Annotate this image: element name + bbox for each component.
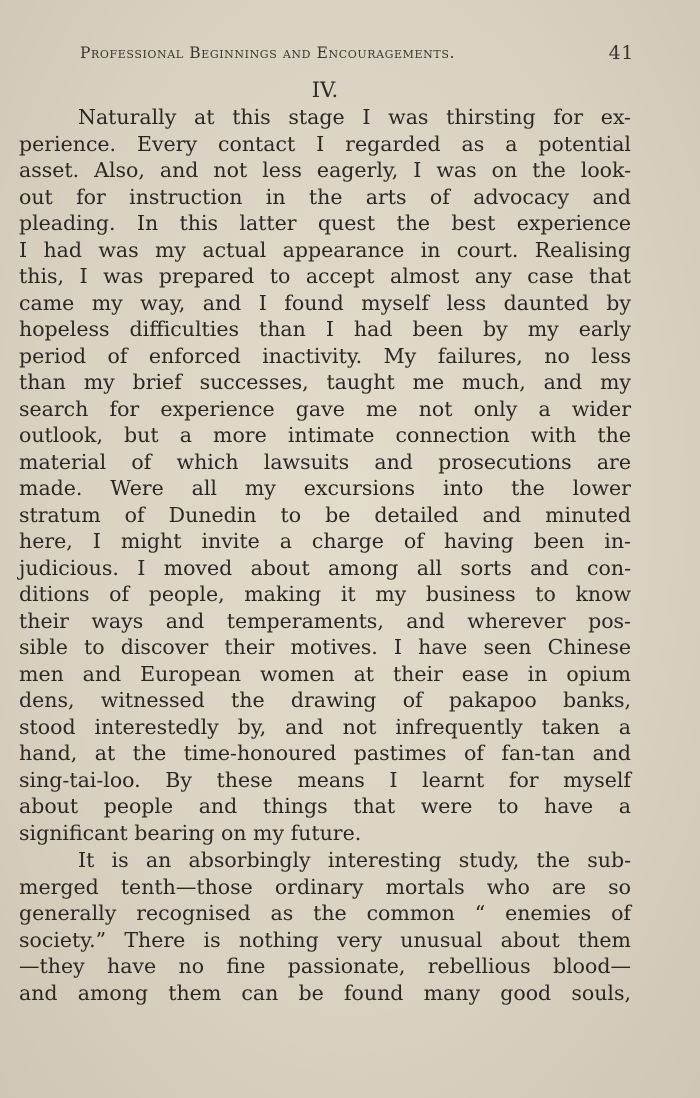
section-heading: IV. — [311, 78, 339, 102]
text-line: asset. Also, and not less eagerly, I was on the look- — [19, 158, 631, 182]
body-text — [19, 104, 631, 1006]
text-line: this, I was prepared to accept almost any case that — [19, 264, 631, 288]
text-line: —they have no fine passionate, rebellious blood— — [19, 954, 631, 978]
text-line: men and European women at their ease in opium — [19, 661, 631, 686]
text-line: society.” There is nothing very unusual about them — [19, 927, 631, 952]
text-line: significant bearing on my future. — [19, 820, 362, 845]
text-line: stood interestedly by, and not infrequently taken a — [19, 714, 631, 739]
text-line: out for instruction in the arts of advocacy and — [19, 184, 631, 209]
running-head-title: Professional Beginnings and Encouragements. — [80, 44, 455, 62]
text-line: perience. Every contact I regarded as a potential — [19, 131, 631, 156]
text-line: than my brief successes, taught me much, and my — [19, 370, 631, 394]
page-number: 41 — [608, 42, 634, 64]
text-line: outlook, but a more intimate connection with the — [19, 423, 631, 447]
text-line: and among them can be found many good souls, — [19, 980, 631, 1005]
text-line: hopeless difficulties than I had been by my early — [19, 317, 631, 341]
text-line: hand, at the time-honoured pastimes of fan-tan and — [19, 741, 631, 765]
text-line: about people and things that were to have a — [19, 794, 631, 818]
text-line: period of enforced inactivity. My failures, no less — [19, 343, 631, 368]
text-line: ditions of people, making it my business to know — [19, 582, 631, 606]
text-line: material of which lawsuits and prosecutions are — [19, 449, 631, 474]
text-line: judicious. I moved about among all sorts and con- — [19, 555, 631, 580]
text-line: their ways and temperaments, and wherever pos- — [19, 608, 631, 633]
text-line: here, I might invite a charge of having been in- — [19, 529, 631, 553]
text-line: search for experience gave me not only a wider — [19, 396, 631, 421]
text-line: It is an absorbingly interesting study, the sub- — [78, 848, 631, 872]
text-line: merged tenth—those ordinary mortals who are so — [19, 874, 631, 899]
text-line: dens, witnessed the drawing of pakapoo banks, — [19, 688, 631, 712]
text-line: stratum of Dunedin to be detailed and minuted — [19, 502, 631, 527]
text-line: sible to discover their motives. I have seen Chinese — [19, 635, 631, 659]
text-line: made. Were all my excursions into the lower — [19, 476, 631, 500]
text-line: Naturally at this stage I was thirsting for ex- — [78, 105, 631, 129]
text-line: sing-tai-loo. By these means I learnt for myself — [19, 767, 631, 792]
text-line: pleading. In this latter quest the best experience — [19, 211, 631, 235]
text-line: came my way, and I found myself less daunted by — [19, 290, 631, 315]
running-head — [80, 44, 640, 68]
text-line: generally recognised as the common “ enemies of — [19, 901, 631, 925]
text-line: I had was my actual appearance in court. Realising — [19, 237, 631, 262]
